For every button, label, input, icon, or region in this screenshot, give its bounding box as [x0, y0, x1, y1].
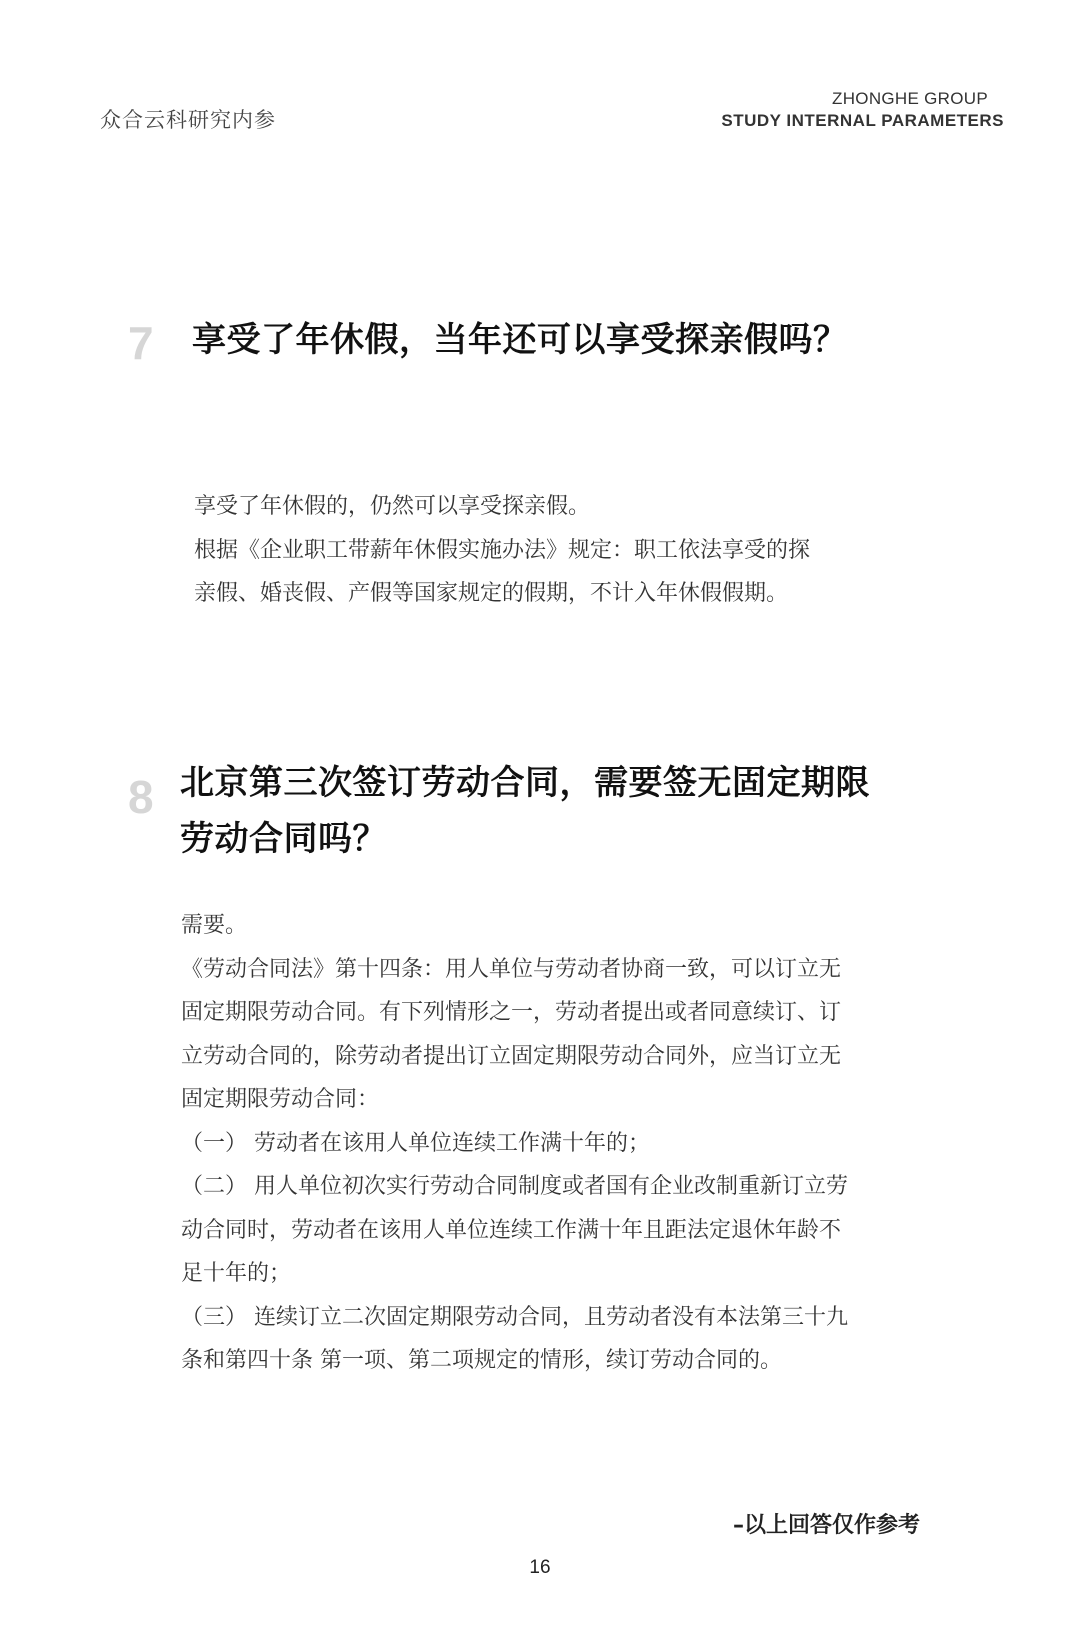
question-title-line: 北京第三次签订劳动合同，需要签无固定期限: [180, 763, 870, 803]
group-branding: [721, 88, 1004, 132]
answer-line: 动合同时，劳动者在该用人单位连续工作满十年且距法定退休年龄不: [181, 1217, 842, 1243]
answer-line: 需要。: [181, 913, 248, 938]
disclaimer-sign: –以上回答仅作参考: [732, 1513, 920, 1538]
question-title: [192, 312, 848, 368]
group-name: ZHONGHE GROUP: [832, 89, 988, 108]
question-number: 8: [128, 771, 154, 823]
group-subtitle: STUDY INTERNAL PARAMETERS: [721, 111, 1004, 130]
answer-line: 固定期限劳动合同。有下列情形之一，劳动者提出或者同意续订、订: [181, 1000, 842, 1025]
answer-body: [194, 485, 810, 616]
publication-title: 众合云科研究内参: [100, 108, 276, 132]
answer-line: 享受了年休假的，仍然可以享受探亲假。: [194, 494, 591, 519]
answer-line: 条和第四十条 第一项、第二项规定的情形，续订劳动合同的。: [181, 1348, 782, 1373]
answer-line: （一） 劳动者在该用人单位连续工作满十年的；: [181, 1130, 650, 1156]
question-title-line: 享受了年休假，当年还可以享受探亲假吗？: [192, 320, 848, 360]
answer-line: 足十年的；: [181, 1261, 292, 1286]
question-number: 7: [128, 317, 154, 369]
answer-line: 《劳动合同法》第十四条：用人单位与劳动者协商一致，可以订立无: [181, 956, 842, 982]
answer-line: 立劳动合同的，除劳动者提出订立固定期限劳动合同外，应当订立无: [181, 1043, 842, 1069]
answer-line: （二） 用人单位初次实行劳动合同制度或者国有企业改制重新订立劳: [181, 1174, 848, 1199]
answer-line: 固定期限劳动合同：: [181, 1087, 380, 1112]
answer-line: （三） 连续订立二次固定期限劳动合同，且劳动者没有本法第三十九: [181, 1304, 848, 1330]
answer-line: 根据《企业职工带薪年休假实施办法》规定：职工依法享受的探: [194, 537, 811, 563]
answer-body: [181, 904, 848, 1383]
page-number: 16: [529, 1557, 551, 1578]
question-title-line: 劳动合同吗？: [180, 819, 387, 859]
question-title: [180, 755, 870, 867]
answer-line: 亲假、婚丧假、产假等国家规定的假期，不计入年休假假期。: [194, 581, 789, 606]
